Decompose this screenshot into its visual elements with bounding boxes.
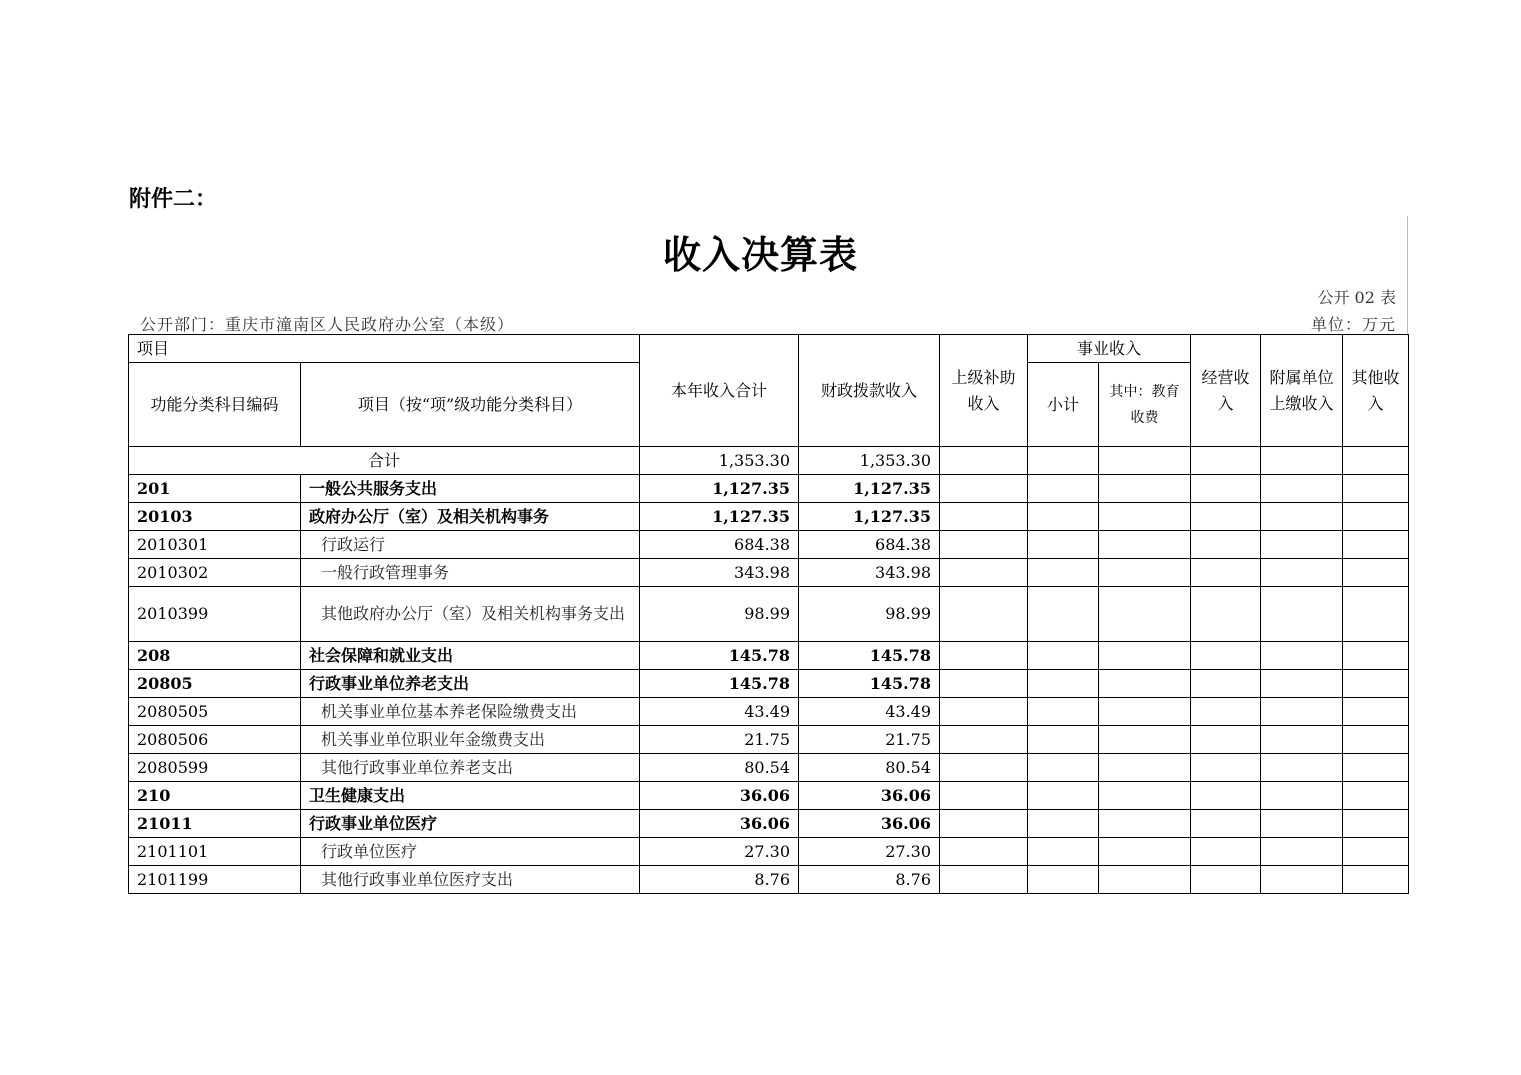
- row-subtotal: [1028, 866, 1099, 894]
- row-other: [1343, 559, 1409, 587]
- row-operating: [1191, 698, 1261, 726]
- row-affiliated: [1261, 447, 1343, 475]
- row-code: 2080599: [129, 754, 301, 782]
- row-subtotal: [1028, 587, 1099, 642]
- table-row: [129, 670, 1409, 698]
- row-subtotal: [1028, 531, 1099, 559]
- table-row: [129, 726, 1409, 754]
- row-fiscal: 1,127.35: [799, 503, 940, 531]
- row-name: 其他政府办公厅（室）及相关机构事务支出: [301, 587, 640, 642]
- row-fiscal: 1,353.30: [799, 447, 940, 475]
- row-fiscal: 98.99: [799, 587, 940, 642]
- row-superior-subsidy: [940, 475, 1028, 503]
- table-row: [129, 503, 1409, 531]
- row-affiliated: [1261, 670, 1343, 698]
- header-subtotal: 小计: [1028, 363, 1099, 447]
- row-edu-fee: [1099, 838, 1191, 866]
- row-affiliated: [1261, 698, 1343, 726]
- row-affiliated: [1261, 503, 1343, 531]
- row-total-income: 98.99: [640, 587, 799, 642]
- row-code: 201: [129, 475, 301, 503]
- row-code: 2080506: [129, 726, 301, 754]
- row-fiscal: 21.75: [799, 726, 940, 754]
- row-superior-subsidy: [940, 587, 1028, 642]
- row-subtotal: [1028, 447, 1099, 475]
- row-fiscal: 27.30: [799, 838, 940, 866]
- row-operating: [1191, 726, 1261, 754]
- row-fiscal: 684.38: [799, 531, 940, 559]
- row-total-income: 36.06: [640, 782, 799, 810]
- row-subtotal: [1028, 782, 1099, 810]
- row-name: 机关事业单位职业年金缴费支出: [301, 726, 640, 754]
- row-code: 2101199: [129, 866, 301, 894]
- row-affiliated: [1261, 587, 1343, 642]
- table-row: [129, 587, 1409, 642]
- attachment-label: 附件二：: [129, 186, 218, 212]
- row-edu-fee: [1099, 726, 1191, 754]
- row-code: 2010301: [129, 531, 301, 559]
- row-name: 政府办公厅（室）及相关机构事务: [301, 503, 640, 531]
- row-edu-fee: [1099, 503, 1191, 531]
- row-superior-subsidy: [940, 782, 1028, 810]
- row-superior-subsidy: [940, 531, 1028, 559]
- header-superior-subsidy: 上级补助收入: [940, 335, 1028, 447]
- row-name: 一般行政管理事务: [301, 559, 640, 587]
- row-fiscal: 1,127.35: [799, 475, 940, 503]
- row-operating: [1191, 642, 1261, 670]
- row-superior-subsidy: [940, 670, 1028, 698]
- header-business-income: 事业收入: [1028, 335, 1191, 363]
- row-name: 卫生健康支出: [301, 782, 640, 810]
- row-name: 行政事业单位养老支出: [301, 670, 640, 698]
- row-name: 行政单位医疗: [301, 838, 640, 866]
- row-other: [1343, 782, 1409, 810]
- row-edu-fee: [1099, 866, 1191, 894]
- row-other: [1343, 642, 1409, 670]
- row-edu-fee: [1099, 642, 1191, 670]
- row-edu-fee: [1099, 531, 1191, 559]
- row-name: 合计: [129, 447, 640, 475]
- row-fiscal: 8.76: [799, 866, 940, 894]
- table-row: [129, 866, 1409, 894]
- header-name: 项目（按“项”级功能分类科目）: [301, 363, 640, 447]
- row-subtotal: [1028, 698, 1099, 726]
- table-row: [129, 838, 1409, 866]
- row-total-income: 27.30: [640, 838, 799, 866]
- row-name: 一般公共服务支出: [301, 475, 640, 503]
- row-code: 2080505: [129, 698, 301, 726]
- page-title: 收入决算表: [662, 232, 858, 277]
- row-operating: [1191, 670, 1261, 698]
- row-other: [1343, 670, 1409, 698]
- row-other: [1343, 726, 1409, 754]
- table-row: [129, 559, 1409, 587]
- table-row: [129, 447, 1409, 475]
- row-superior-subsidy: [940, 810, 1028, 838]
- row-total-income: 36.06: [640, 810, 799, 838]
- row-other: [1343, 866, 1409, 894]
- row-total-income: 43.49: [640, 698, 799, 726]
- header-edu-fee: 其中：教育收费: [1099, 363, 1191, 447]
- row-other: [1343, 447, 1409, 475]
- row-code: 210: [129, 782, 301, 810]
- row-subtotal: [1028, 726, 1099, 754]
- table-row: [129, 782, 1409, 810]
- row-other: [1343, 503, 1409, 531]
- row-code: 2010399: [129, 587, 301, 642]
- row-operating: [1191, 587, 1261, 642]
- row-subtotal: [1028, 642, 1099, 670]
- row-superior-subsidy: [940, 642, 1028, 670]
- header-affiliated: 附属单位上缴收入: [1261, 335, 1343, 447]
- table-row: [129, 642, 1409, 670]
- row-operating: [1191, 782, 1261, 810]
- row-edu-fee: [1099, 754, 1191, 782]
- row-edu-fee: [1099, 698, 1191, 726]
- row-superior-subsidy: [940, 754, 1028, 782]
- table-row: [129, 531, 1409, 559]
- row-subtotal: [1028, 754, 1099, 782]
- unit-label: 单位：万元: [1310, 315, 1396, 334]
- form-number: 公开 02 表: [1317, 288, 1396, 307]
- divider-line: [1407, 216, 1408, 336]
- row-edu-fee: [1099, 670, 1191, 698]
- row-fiscal: 43.49: [799, 698, 940, 726]
- row-superior-subsidy: [940, 838, 1028, 866]
- row-fiscal: 80.54: [799, 754, 940, 782]
- row-fiscal: 145.78: [799, 642, 940, 670]
- row-fiscal: 36.06: [799, 810, 940, 838]
- row-total-income: 1,127.35: [640, 475, 799, 503]
- row-total-income: 8.76: [640, 866, 799, 894]
- row-operating: [1191, 531, 1261, 559]
- row-operating: [1191, 838, 1261, 866]
- row-operating: [1191, 754, 1261, 782]
- row-other: [1343, 754, 1409, 782]
- row-subtotal: [1028, 475, 1099, 503]
- row-name: 其他行政事业单位医疗支出: [301, 866, 640, 894]
- department-label: 公开部门：重庆市潼南区人民政府办公室（本级）: [140, 315, 515, 334]
- row-subtotal: [1028, 559, 1099, 587]
- row-affiliated: [1261, 559, 1343, 587]
- row-subtotal: [1028, 810, 1099, 838]
- row-superior-subsidy: [940, 503, 1028, 531]
- row-affiliated: [1261, 531, 1343, 559]
- row-operating: [1191, 810, 1261, 838]
- header-project: 项目: [129, 335, 640, 363]
- row-total-income: 343.98: [640, 559, 799, 587]
- row-fiscal: 36.06: [799, 782, 940, 810]
- row-operating: [1191, 866, 1261, 894]
- row-affiliated: [1261, 782, 1343, 810]
- row-other: [1343, 838, 1409, 866]
- row-affiliated: [1261, 810, 1343, 838]
- row-superior-subsidy: [940, 866, 1028, 894]
- header-operating: 经营收入: [1191, 335, 1261, 447]
- row-operating: [1191, 475, 1261, 503]
- row-edu-fee: [1099, 475, 1191, 503]
- row-name: 机关事业单位基本养老保险缴费支出: [301, 698, 640, 726]
- row-total-income: 80.54: [640, 754, 799, 782]
- row-total-income: 21.75: [640, 726, 799, 754]
- row-edu-fee: [1099, 810, 1191, 838]
- row-subtotal: [1028, 670, 1099, 698]
- row-name: 社会保障和就业支出: [301, 642, 640, 670]
- row-affiliated: [1261, 726, 1343, 754]
- table-row: [129, 810, 1409, 838]
- row-affiliated: [1261, 838, 1343, 866]
- row-name: 其他行政事业单位养老支出: [301, 754, 640, 782]
- row-affiliated: [1261, 475, 1343, 503]
- row-affiliated: [1261, 866, 1343, 894]
- row-superior-subsidy: [940, 698, 1028, 726]
- header-other: 其他收入: [1343, 335, 1409, 447]
- income-table: [128, 334, 1409, 894]
- row-name: 行政事业单位医疗: [301, 810, 640, 838]
- row-subtotal: [1028, 838, 1099, 866]
- row-name: 行政运行: [301, 531, 640, 559]
- row-code: 2010302: [129, 559, 301, 587]
- row-code: 20805: [129, 670, 301, 698]
- row-operating: [1191, 447, 1261, 475]
- row-affiliated: [1261, 642, 1343, 670]
- row-other: [1343, 810, 1409, 838]
- row-subtotal: [1028, 503, 1099, 531]
- row-edu-fee: [1099, 559, 1191, 587]
- row-total-income: 1,127.35: [640, 503, 799, 531]
- header-fiscal: 财政拨款收入: [799, 335, 940, 447]
- row-code: 208: [129, 642, 301, 670]
- row-other: [1343, 531, 1409, 559]
- row-superior-subsidy: [940, 447, 1028, 475]
- row-total-income: 1,353.30: [640, 447, 799, 475]
- row-other: [1343, 587, 1409, 642]
- row-superior-subsidy: [940, 726, 1028, 754]
- row-edu-fee: [1099, 587, 1191, 642]
- row-edu-fee: [1099, 447, 1191, 475]
- header-code: 功能分类科目编码: [129, 363, 301, 447]
- row-code: 21011: [129, 810, 301, 838]
- table-row: [129, 698, 1409, 726]
- row-total-income: 684.38: [640, 531, 799, 559]
- row-superior-subsidy: [940, 559, 1028, 587]
- header-total-income: 本年收入合计: [640, 335, 799, 447]
- row-fiscal: 145.78: [799, 670, 940, 698]
- table-row: [129, 475, 1409, 503]
- row-code: 20103: [129, 503, 301, 531]
- row-operating: [1191, 503, 1261, 531]
- row-code: 2101101: [129, 838, 301, 866]
- row-other: [1343, 698, 1409, 726]
- table-row: [129, 754, 1409, 782]
- row-other: [1343, 475, 1409, 503]
- row-total-income: 145.78: [640, 670, 799, 698]
- row-edu-fee: [1099, 782, 1191, 810]
- row-total-income: 145.78: [640, 642, 799, 670]
- row-operating: [1191, 559, 1261, 587]
- row-fiscal: 343.98: [799, 559, 940, 587]
- row-affiliated: [1261, 754, 1343, 782]
